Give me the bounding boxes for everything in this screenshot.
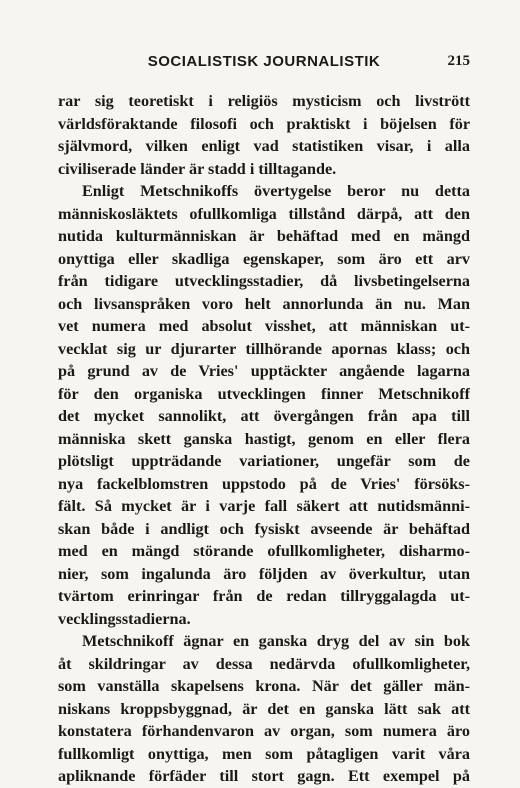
text-line: människa skett ganska hastigt, genom en eller flera	[58, 429, 470, 448]
text-line: åt skildringar av dessa nedärvda ofullkomligheter,	[58, 654, 470, 673]
text-line: på grund av de Vries' upptäckter angående lagarna	[58, 362, 470, 380]
text-line: konstatera förhandenvaron av organ, som numera äro	[58, 722, 470, 740]
page-number: 215	[447, 53, 470, 69]
page-header	[58, 53, 470, 75]
text-line: tvärtom erinringar från de redan tillryggalagda ut-	[58, 587, 470, 605]
text-line: civiliserade länder är stadd i tilltagande.	[58, 159, 337, 178]
text-line: med en mängd störande ofullkomligheter, disharmo-	[58, 542, 470, 560]
text-line: från tidigare utvecklingsstadier, då livsbetingelserna	[58, 272, 470, 290]
text-line: nutida kulturmänniskan är behäftad med en mängd	[58, 227, 470, 245]
text-line: skan både i andligt och fysiskt avseende är behäftad	[58, 519, 470, 538]
running-title: SOCIALISTISK JOURNALISTIK	[147, 53, 381, 70]
text-line: vet numera med absolut visshet, att människan ut-	[58, 317, 470, 335]
text-line: niskans kroppsbyggnad, är det en ganska lätt sak att	[58, 699, 470, 718]
text-line: människosläktets ofullkomliga tillstånd därpå, att den	[58, 204, 470, 223]
text-line: nya fackelblomstren uppstodo på de Vries' försöks-	[58, 474, 470, 493]
text-line: rar sig teoretiskt i religiös mysticism och livstrött	[58, 92, 470, 110]
text-line: fullkomligt onyttiga, men som påtagligen varit våra	[58, 744, 470, 763]
text-line: och livsanspråken voro helt annorlunda än nu. Man	[58, 294, 470, 313]
text-line: det mycket sannolikt, att övergången från apa till	[58, 407, 470, 425]
text-line: världsföraktande filosofi och praktiskt i böjelsen för	[58, 114, 470, 133]
text-line: för den organiska utvecklingen finner Metschnikoff	[58, 384, 470, 403]
text-line: vecklat sig ur djurarter tillhörande apornas klass; och	[58, 339, 470, 358]
text-line: onyttiga eller skadliga egenskaper, som äro ett arv	[58, 249, 470, 268]
body-text	[58, 90, 470, 788]
text-line: nier, som ingalunda äro följden av överkultur, utan	[58, 564, 470, 583]
text-line: Enligt Metschnikoffs övertygelse beror nu detta	[82, 182, 470, 200]
text-line: plötsligt uppträdande variationer, ungefär som de	[58, 452, 470, 470]
text-line: apliknande förfäder till stort gagn. Ett exempel på	[58, 767, 470, 785]
text-line: fält. Så mycket är i varje fall säkert att nutidsmänni-	[58, 497, 470, 515]
text-line: självmord, vilken enligt vad statistiken visar, i alla	[58, 137, 470, 155]
text-line: som vanställa skapelsens krona. När det gäller män-	[58, 677, 470, 695]
text-line: vecklingsstadierna.	[58, 609, 191, 628]
text-line: Metschnikoff ägnar en ganska dryg del av sin bok	[82, 632, 470, 650]
